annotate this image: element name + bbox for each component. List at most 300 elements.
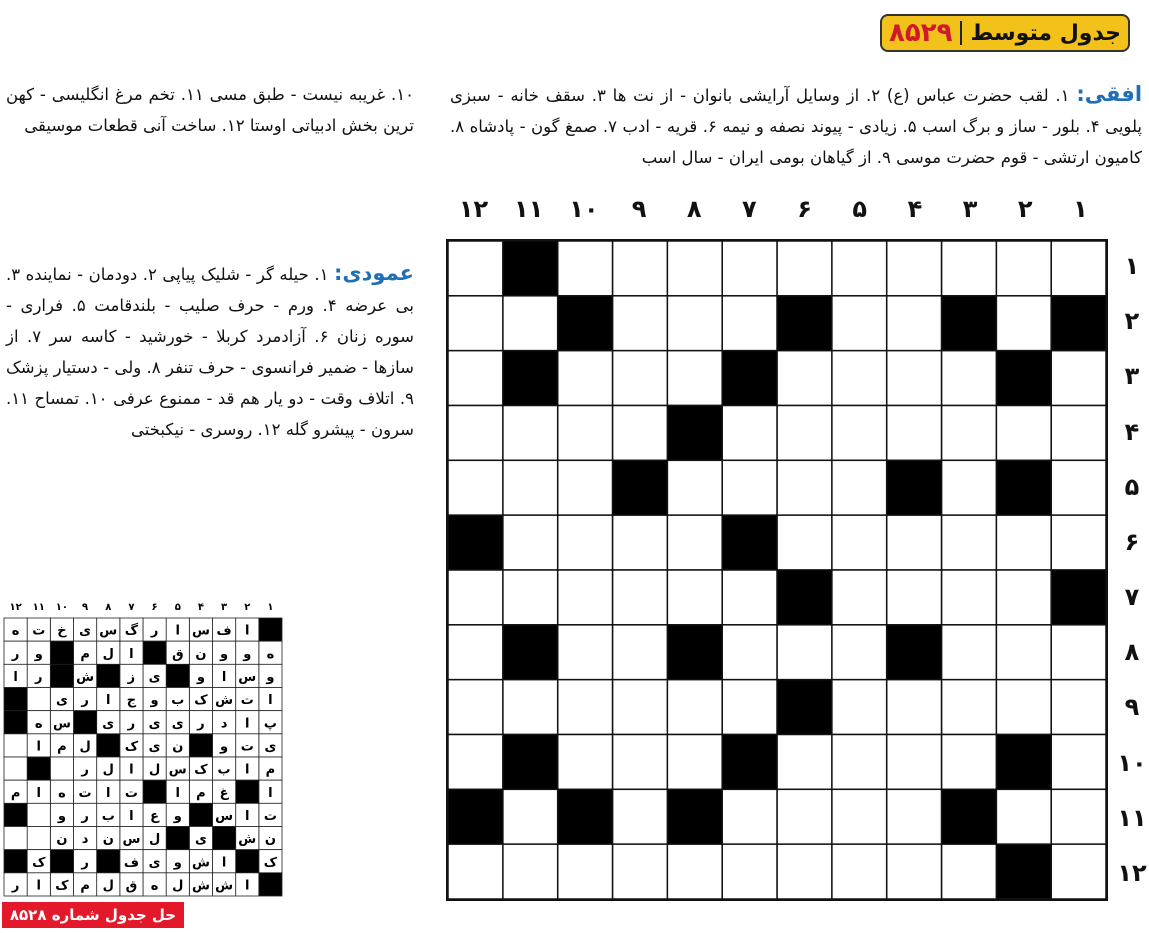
crossword-cell[interactable] <box>777 625 832 680</box>
crossword-cell[interactable] <box>667 844 722 899</box>
crossword-cell[interactable] <box>777 460 832 515</box>
solution-black-cell <box>189 734 212 757</box>
black-cell <box>503 735 558 790</box>
crossword-cell[interactable] <box>942 460 997 515</box>
solution-letter: ل <box>79 739 91 755</box>
crossword-cell[interactable] <box>996 406 1051 461</box>
crossword-cell[interactable] <box>942 351 997 406</box>
solution-letter: ن <box>264 832 276 848</box>
solution-letter: ه <box>58 785 66 801</box>
solution-black-cell <box>4 711 27 734</box>
solution-black-cell <box>236 850 259 873</box>
solution-letter: م <box>80 646 90 662</box>
black-cell <box>448 515 503 570</box>
solution-black-cell <box>97 734 120 757</box>
crossword-cell[interactable] <box>996 241 1051 296</box>
crossword-cell[interactable] <box>1051 460 1106 515</box>
crossword-cell[interactable] <box>448 570 503 625</box>
solution-letter: د <box>81 832 89 848</box>
solution-letter: ل <box>148 832 161 848</box>
solution-letter: خ <box>57 623 67 639</box>
row-number: ۶ <box>1124 527 1140 556</box>
solution-cell <box>4 757 27 780</box>
crossword-cell[interactable] <box>503 296 558 351</box>
solution-letter: ع <box>150 809 160 825</box>
solution-label: حل جدول شماره ۸۵۲۸ <box>2 902 184 928</box>
solution-letter: ر <box>81 762 89 778</box>
crossword-cell[interactable] <box>503 680 558 735</box>
black-cell <box>887 460 942 515</box>
solution-letter: و <box>57 809 66 825</box>
crossword-cell[interactable] <box>448 241 503 296</box>
solution-letter: ت <box>124 785 138 801</box>
crossword-cell[interactable] <box>832 680 887 735</box>
crossword-cell[interactable] <box>777 406 832 461</box>
solution-letter: ا <box>36 785 41 801</box>
crossword-cell[interactable] <box>558 570 613 625</box>
crossword-cell[interactable] <box>832 844 887 899</box>
column-number: ۵ <box>852 195 868 223</box>
crossword-cell[interactable] <box>613 680 668 735</box>
solution-black-cell <box>50 850 73 873</box>
solution-black-cell <box>189 803 212 826</box>
solution-letter: ر <box>81 693 89 709</box>
solution-letter: ا <box>268 693 273 709</box>
crossword-cell[interactable] <box>558 460 613 515</box>
crossword-cell[interactable] <box>777 515 832 570</box>
column-number: ۹ <box>631 195 647 223</box>
crossword-cell[interactable] <box>1051 406 1106 461</box>
crossword-cell[interactable] <box>448 460 503 515</box>
crossword-cell[interactable] <box>887 406 942 461</box>
crossword-cell[interactable] <box>667 460 722 515</box>
solution-letter: ق <box>125 878 138 894</box>
crossword-cell[interactable] <box>448 296 503 351</box>
crossword-cell[interactable] <box>722 570 777 625</box>
solution-letter: و <box>173 809 182 825</box>
crossword-cell[interactable] <box>1051 844 1106 899</box>
solution-letter: ر <box>11 878 20 894</box>
solution-letter: ت <box>240 693 254 709</box>
solution-letter: ی <box>102 716 115 732</box>
solution-letter: م <box>10 785 21 801</box>
solution-letter: ر <box>150 623 159 639</box>
crossword-cell[interactable] <box>996 296 1051 351</box>
crossword-cell[interactable] <box>448 406 503 461</box>
black-cell <box>503 241 558 296</box>
solution-letter: ب <box>217 762 231 778</box>
crossword-cell[interactable] <box>1051 789 1106 844</box>
solution-letter: ا <box>245 762 250 778</box>
solution-letter: ف <box>216 623 232 639</box>
solution-letter: ی <box>171 716 184 732</box>
crossword-cell[interactable] <box>942 735 997 790</box>
crossword-cell[interactable] <box>613 570 668 625</box>
solution-column-number: ۳ <box>221 602 228 613</box>
black-cell <box>722 351 777 406</box>
solution-letter: و <box>220 646 229 662</box>
across-heading: افقی: <box>1076 82 1143 106</box>
solution-letter: م <box>265 762 276 778</box>
crossword-cell[interactable] <box>503 570 558 625</box>
solution-letter: و <box>150 693 159 709</box>
solution-letter: م <box>57 739 67 755</box>
solution-letter: و <box>220 739 229 755</box>
solution-letter: ن <box>56 832 68 848</box>
solution-letter: ا <box>245 623 250 639</box>
crossword-cell[interactable] <box>832 406 887 461</box>
crossword-cell[interactable] <box>503 789 558 844</box>
crossword-cell[interactable] <box>558 680 613 735</box>
solution-black-cell <box>4 688 27 711</box>
solution-column-number: ۶ <box>151 602 158 613</box>
crossword-cell[interactable] <box>832 570 887 625</box>
crossword-cell[interactable] <box>558 515 613 570</box>
puzzle-title-badge <box>880 14 1130 52</box>
solution-letter: ش <box>76 670 95 686</box>
crossword-grid[interactable] <box>446 239 1108 901</box>
crossword-cell[interactable] <box>942 515 997 570</box>
solution-letter: ا <box>129 762 134 778</box>
crossword-cell[interactable] <box>722 460 777 515</box>
row-number: ۸ <box>1124 638 1140 667</box>
crossword-cell[interactable] <box>832 789 887 844</box>
solution-letter: س <box>191 623 210 639</box>
black-cell <box>996 351 1051 406</box>
black-cell <box>1051 570 1106 625</box>
crossword-cell[interactable] <box>503 460 558 515</box>
crossword-cell[interactable] <box>777 241 832 296</box>
down-clues <box>6 258 414 445</box>
solution-letter: ف <box>123 855 139 871</box>
crossword-cell[interactable] <box>942 680 997 735</box>
crossword-cell[interactable] <box>832 351 887 406</box>
crossword-cell[interactable] <box>996 789 1051 844</box>
solution-cell <box>27 827 50 850</box>
crossword-cell[interactable] <box>503 406 558 461</box>
black-cell <box>667 406 722 461</box>
crossword-cell[interactable] <box>832 515 887 570</box>
across-clues-continued <box>6 79 414 141</box>
solution-letter: ک <box>194 693 208 709</box>
solution-letter: ک <box>194 762 208 778</box>
solution-column-number: ۵ <box>174 602 181 613</box>
crossword-cell[interactable] <box>667 296 722 351</box>
solution-cell <box>27 688 50 711</box>
solution-letter: ی <box>148 855 161 871</box>
row-number: ۷ <box>1124 583 1140 612</box>
solution-letter: ج <box>126 693 137 709</box>
crossword-cell[interactable] <box>942 625 997 680</box>
column-number: ۱۲ <box>458 195 489 223</box>
crossword-cell[interactable] <box>722 625 777 680</box>
solution-letter: ک <box>263 855 278 871</box>
crossword-cell[interactable] <box>777 735 832 790</box>
solution-letter: ب <box>171 693 185 709</box>
crossword-cell[interactable] <box>1051 515 1106 570</box>
solution-letter: ر <box>127 716 136 732</box>
solution-letter: س <box>215 809 234 825</box>
crossword-cell[interactable] <box>448 844 503 899</box>
black-cell <box>777 680 832 735</box>
crossword-cell[interactable] <box>777 844 832 899</box>
crossword-cell[interactable] <box>613 515 668 570</box>
solution-letter: و <box>34 646 43 662</box>
crossword-cell[interactable] <box>887 570 942 625</box>
black-cell <box>1051 296 1106 351</box>
black-cell <box>942 789 997 844</box>
crossword-cell[interactable] <box>1051 241 1106 296</box>
solution-letter: ا <box>36 878 41 894</box>
column-number: ۱۰ <box>569 195 599 223</box>
row-number: ۱۰ <box>1117 748 1147 777</box>
solution-letter: ش <box>191 878 210 894</box>
column-number: ۴ <box>907 195 923 223</box>
solution-letter: پ <box>263 716 277 732</box>
crossword-cell[interactable] <box>503 844 558 899</box>
crossword-cell[interactable] <box>448 680 503 735</box>
crossword-cell[interactable] <box>722 680 777 735</box>
crossword-cell[interactable] <box>667 241 722 296</box>
solution-letter: ا <box>13 670 18 686</box>
solution-letter: س <box>168 762 187 778</box>
crossword-cell[interactable] <box>558 406 613 461</box>
crossword-cell[interactable] <box>832 460 887 515</box>
solution-black-cell <box>50 641 73 664</box>
solution-column-number: ۱۱ <box>32 602 45 613</box>
column-number: ۶ <box>797 195 812 223</box>
crossword-cell[interactable] <box>558 625 613 680</box>
crossword-cell[interactable] <box>777 789 832 844</box>
crossword-cell[interactable] <box>613 789 668 844</box>
solution-letter: و <box>266 670 275 686</box>
solution-letter: ک <box>124 739 139 755</box>
crossword-cell[interactable] <box>942 844 997 899</box>
column-number: ۱ <box>1073 195 1088 223</box>
solution-black-cell <box>97 850 120 873</box>
crossword-cell[interactable] <box>996 625 1051 680</box>
solution-letter: س <box>238 670 257 686</box>
crossword-cell[interactable] <box>887 296 942 351</box>
crossword-cell[interactable] <box>996 515 1051 570</box>
solution-letter: م <box>196 785 206 801</box>
solution-letter: س <box>52 716 71 732</box>
solution-letter: ب <box>101 809 115 825</box>
solution-letter: ت <box>263 809 277 825</box>
crossword-cell[interactable] <box>613 406 668 461</box>
crossword-cell[interactable] <box>558 241 613 296</box>
puzzle-title: جدول متوسط <box>970 20 1122 46</box>
crossword-cell[interactable] <box>887 515 942 570</box>
solution-letter: ه <box>34 716 43 732</box>
crossword-cell[interactable] <box>942 241 997 296</box>
solution-letter: ر <box>197 716 205 732</box>
crossword-cell[interactable] <box>503 515 558 570</box>
solution-letter: ت <box>240 739 254 755</box>
crossword-cell[interactable] <box>887 844 942 899</box>
solution-black-cell <box>143 780 166 803</box>
crossword-cell[interactable] <box>667 515 722 570</box>
solution-column-number: ۸ <box>105 602 112 613</box>
black-cell <box>667 789 722 844</box>
solution-letter: ا <box>129 809 134 825</box>
crossword-cell[interactable] <box>613 625 668 680</box>
crossword-cell[interactable] <box>613 351 668 406</box>
across-clues-text-1: ۱. لقب حضرت عباس (ع) ۲. از وسایل آرایشی بانوان - از نت ها ۳. سقف خانه - سبزی پلویی ۴. بلور - ساز و برگ اسب ۵. زیادی - پیوند نصفه و نیمه ۶. قریه - ادب ۷. صمغ گون - پادشاه ۸. کامیون ارتشی - قوم حضرت موسی ۹. از گیاهان بومی ایران - سال اسب <box>450 86 1143 167</box>
solution-letter: ر <box>81 809 89 825</box>
solution-letter: ا <box>106 785 111 801</box>
solution-letter: ا <box>245 878 250 894</box>
solution-letter: ق <box>171 646 184 662</box>
solution-letter: ی <box>148 739 161 755</box>
crossword-cell[interactable] <box>1051 680 1106 735</box>
solution-cell <box>27 803 50 826</box>
crossword-cell[interactable] <box>448 351 503 406</box>
solution-column-number: ۱۰ <box>55 602 69 613</box>
crossword-cell[interactable] <box>1051 625 1106 680</box>
black-cell <box>996 735 1051 790</box>
crossword-cell[interactable] <box>832 625 887 680</box>
solution-letter: ی <box>264 739 277 755</box>
row-number: ۹ <box>1124 693 1140 722</box>
crossword-cell[interactable] <box>667 680 722 735</box>
column-number: ۸ <box>686 195 702 223</box>
crossword-cell[interactable] <box>722 789 777 844</box>
solution-letter: ل <box>102 646 114 662</box>
solution-letter: ل <box>148 762 161 778</box>
crossword-cell[interactable] <box>448 625 503 680</box>
row-number: ۱۲ <box>1117 858 1147 887</box>
solution-black-cell <box>27 757 50 780</box>
crossword-cell[interactable] <box>558 735 613 790</box>
solution-letter: ا <box>245 809 250 825</box>
crossword-cell[interactable] <box>613 844 668 899</box>
row-number: ۵ <box>1124 472 1140 501</box>
solution-letter: د <box>220 716 228 732</box>
crossword-cell[interactable] <box>667 351 722 406</box>
crossword-cell[interactable] <box>942 570 997 625</box>
crossword-cell[interactable] <box>1051 351 1106 406</box>
across-clues-text-2: ۱۰. غریبه نیست - طبق مسی ۱۱. تخم مرغ انگلیسی - کهن ترین بخش ادبیاتی اوستا ۱۲. ساخت آنی قطعات موسیقی <box>6 85 414 135</box>
black-cell <box>777 570 832 625</box>
crossword-cell[interactable] <box>996 680 1051 735</box>
previous-solution-grid <box>2 596 284 900</box>
solution-black-cell <box>97 664 120 687</box>
solution-letter: ت <box>32 623 46 639</box>
solution-black-cell <box>259 618 282 641</box>
crossword-cell[interactable] <box>448 735 503 790</box>
title-separator <box>960 21 962 45</box>
row-number: ۲ <box>1124 307 1140 336</box>
solution-letter: ا <box>221 855 227 871</box>
crossword-cell[interactable] <box>832 735 887 790</box>
crossword-cell[interactable] <box>887 789 942 844</box>
black-cell <box>503 625 558 680</box>
crossword-cell[interactable] <box>887 241 942 296</box>
crossword-cell[interactable] <box>722 406 777 461</box>
column-numbers <box>446 195 1108 229</box>
crossword-cell[interactable] <box>722 844 777 899</box>
crossword-cell[interactable] <box>613 735 668 790</box>
solution-letter: ل <box>102 878 114 894</box>
black-cell <box>558 296 613 351</box>
puzzle-number: ۸۵۲۹ <box>888 18 953 48</box>
crossword-cell[interactable] <box>887 735 942 790</box>
black-cell <box>667 625 722 680</box>
crossword-cell[interactable] <box>558 844 613 899</box>
solution-letter: ی <box>194 832 207 848</box>
solution-letter: غ <box>219 785 229 801</box>
crossword-cell[interactable] <box>613 241 668 296</box>
crossword-cell[interactable] <box>996 570 1051 625</box>
black-cell <box>613 460 668 515</box>
crossword-cell[interactable] <box>832 296 887 351</box>
crossword-cell[interactable] <box>777 351 832 406</box>
crossword-cell[interactable] <box>558 351 613 406</box>
crossword-cell[interactable] <box>942 406 997 461</box>
solution-black-cell <box>236 780 259 803</box>
crossword-cell[interactable] <box>613 296 668 351</box>
solution-letter: ن <box>102 832 114 848</box>
solution-letter: گ <box>124 623 139 639</box>
solution-letter: و <box>243 646 252 662</box>
solution-letter: ه <box>266 646 275 662</box>
solution-letter: و <box>173 855 182 871</box>
solution-black-cell <box>166 827 189 850</box>
crossword-cell[interactable] <box>667 570 722 625</box>
solution-letter: ش <box>215 878 234 894</box>
solution-black-cell <box>4 850 27 873</box>
solution-letter: ا <box>36 739 41 755</box>
solution-black-cell <box>143 641 166 664</box>
black-cell <box>887 625 942 680</box>
solution-letter: س <box>122 832 141 848</box>
solution-letter: ا <box>268 785 273 801</box>
row-number: ۱ <box>1124 252 1140 280</box>
crossword-cell[interactable] <box>887 680 942 735</box>
solution-letter: ه <box>150 878 159 894</box>
solution-letter: ل <box>102 762 114 778</box>
solution-cell <box>4 734 27 757</box>
row-number: ۳ <box>1124 362 1140 391</box>
down-clues-text: ۱. حیله گر - شلیک پیاپی ۲. دودمان - نماینده ۳. بی عرضه ۴. ورم - حرف صلیب - بلندقامت ۵. فراری - سوره زنان ۶. آزادمرد کربلا - خورشید - کاسه سر ۷. از سازها - ضمیر فرانسوی - حرف تنفر ۸. ولی - دستیار پزشک ۹. اتلاف وقت - دو یار هم قد - ممنوع عرفی ۱۰. تمساح ۱۱. سرون - پیشرو گله ۱۲. روسری - نیکبختی <box>6 265 415 439</box>
crossword-cell[interactable] <box>887 351 942 406</box>
row-number: ۴ <box>1124 417 1140 446</box>
crossword-cell[interactable] <box>722 296 777 351</box>
black-cell <box>722 735 777 790</box>
solution-column-number: ۷ <box>128 602 135 613</box>
solution-column-number: ۱ <box>267 602 274 613</box>
black-cell <box>996 460 1051 515</box>
black-cell <box>777 296 832 351</box>
solution-letter: ر <box>11 646 20 662</box>
crossword-cell[interactable] <box>667 735 722 790</box>
black-cell <box>942 296 997 351</box>
solution-letter: ک <box>32 855 46 871</box>
row-numbers <box>1112 239 1149 901</box>
across-clues <box>450 79 1142 173</box>
crossword-cell[interactable] <box>722 241 777 296</box>
solution-letter: و <box>196 670 205 686</box>
solution-black-cell <box>259 873 282 896</box>
solution-letter: م <box>80 878 90 894</box>
crossword-cell[interactable] <box>1051 735 1106 790</box>
solution-letter: ر <box>81 855 89 871</box>
solution-column-number: ۹ <box>82 602 89 613</box>
solution-letter: ی <box>55 693 68 709</box>
solution-letter: ا <box>175 785 180 801</box>
crossword-cell[interactable] <box>832 241 887 296</box>
